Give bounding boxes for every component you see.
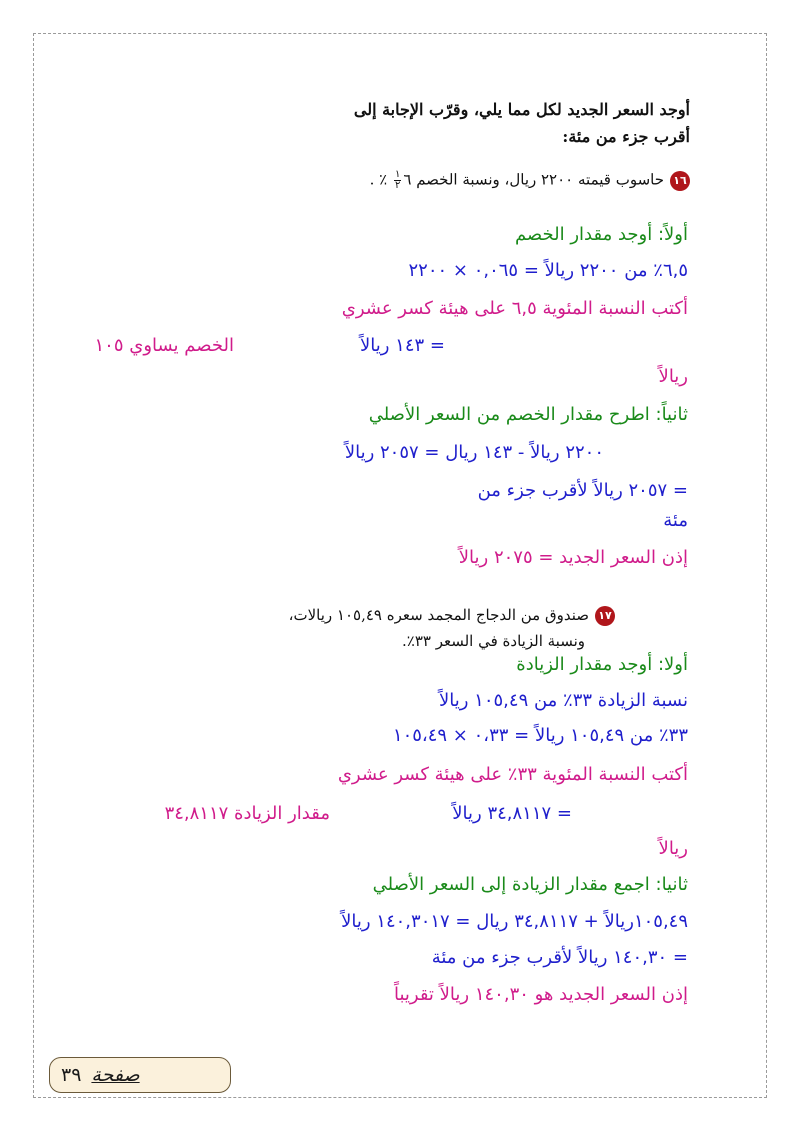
page-word: صفحة <box>91 1064 140 1086</box>
question-16 <box>370 170 690 191</box>
intro-line-2: أقرب جزء من مئة: <box>562 127 690 146</box>
question-16-text: حاسوب قيمته ٢٢٠٠ ريال، ونسبة الخصم <box>416 170 664 189</box>
question-number-badge: ١٧ <box>595 606 615 626</box>
q17-calc-1: ٣٣٪ من ١٠٥,٤٩ ريالاً = ٠،٣٣ × ١٠٥،٤٩ <box>392 725 688 746</box>
q17-line-a: نسبة الزيادة ٣٣٪ من ١٠٥,٤٩ ريالاً <box>438 690 688 711</box>
intro-line-1: أوجد السعر الجديد لكل مما يلي، وقرّب الإجابة إلى <box>353 100 690 119</box>
page-number-label <box>61 1064 140 1086</box>
question-17-text-1: صندوق من الدجاج المجمد سعره ١٠٥,٤٩ ريالات، <box>288 606 589 624</box>
q17-wrap-1: ريالاً <box>658 838 688 859</box>
q16-wrap-2: مئة <box>663 510 688 531</box>
q17-step-2: ثانيا: اجمع مقدار الزيادة إلى السعر الأصلي <box>372 874 688 895</box>
page-number: ٣٩ <box>61 1064 82 1086</box>
q16-final: إذن السعر الجديد = ٢٠٧٥ ريالاً <box>458 547 688 568</box>
q16-side-note: الخصم يساوي ١٠٥ <box>94 335 234 356</box>
q17-result-2: = ١٤٠,٣٠ ريالاً لأقرب جزء من مئة <box>431 947 688 968</box>
q16-step-2: ثانياً: اطرح مقدار الخصم من السعر الأصلي <box>368 404 688 425</box>
q16-note-1: أكتب النسبة المئوية ٦,٥ على هيئة كسر عشري <box>341 298 688 319</box>
question-number-badge: ١٦ <box>670 171 690 191</box>
q16-calc-1: ٦,٥٪ من ٢٢٠٠ ريالاً = ٠,٠٦٥ × ٢٢٠٠ <box>408 260 688 281</box>
question-17 <box>289 606 615 626</box>
discount-percent-sign: ٪ . <box>369 170 388 189</box>
q17-step-1: أولا: أوجد مقدار الزيادة <box>516 654 688 675</box>
q17-note-1: أكتب النسبة المئوية ٣٣٪ على هيئة كسر عشري <box>337 764 688 785</box>
q16-calc-2: ٢٢٠٠ ريالاً - ١٤٣ ريال = ٢٠٥٧ ريالاً <box>344 442 604 463</box>
discount-fraction: $\frac{١}{٢}$ <box>394 169 401 191</box>
q17-result-1: = ٣٤,٨١١٧ ريالاً <box>452 803 572 824</box>
q17-calc-2: ١٠٥,٤٩ريالاً + ٣٤,٨١١٧ ريال = ١٤٠,٣٠١٧ ريالاً <box>341 911 688 932</box>
q16-wrap-1: ريالاً <box>658 366 688 387</box>
discount-whole: ٦ <box>403 170 412 189</box>
q17-side-note: مقدار الزيادة ٣٤,٨١١٧ <box>164 803 330 824</box>
q16-result-1: = ١٤٣ ريالاً <box>359 335 445 356</box>
q16-step-1: أولاً: أوجد مقدار الخصم <box>514 224 688 245</box>
q17-final: إذن السعر الجديد هو ١٤٠,٣٠ ريالاً تقريباً <box>393 984 688 1005</box>
q16-result-2: = ٢٠٥٧ ريالاً لأقرب جزء من <box>477 480 688 501</box>
question-17-text-2: ونسبة الزيادة في السعر ٣٣٪. <box>402 632 585 650</box>
